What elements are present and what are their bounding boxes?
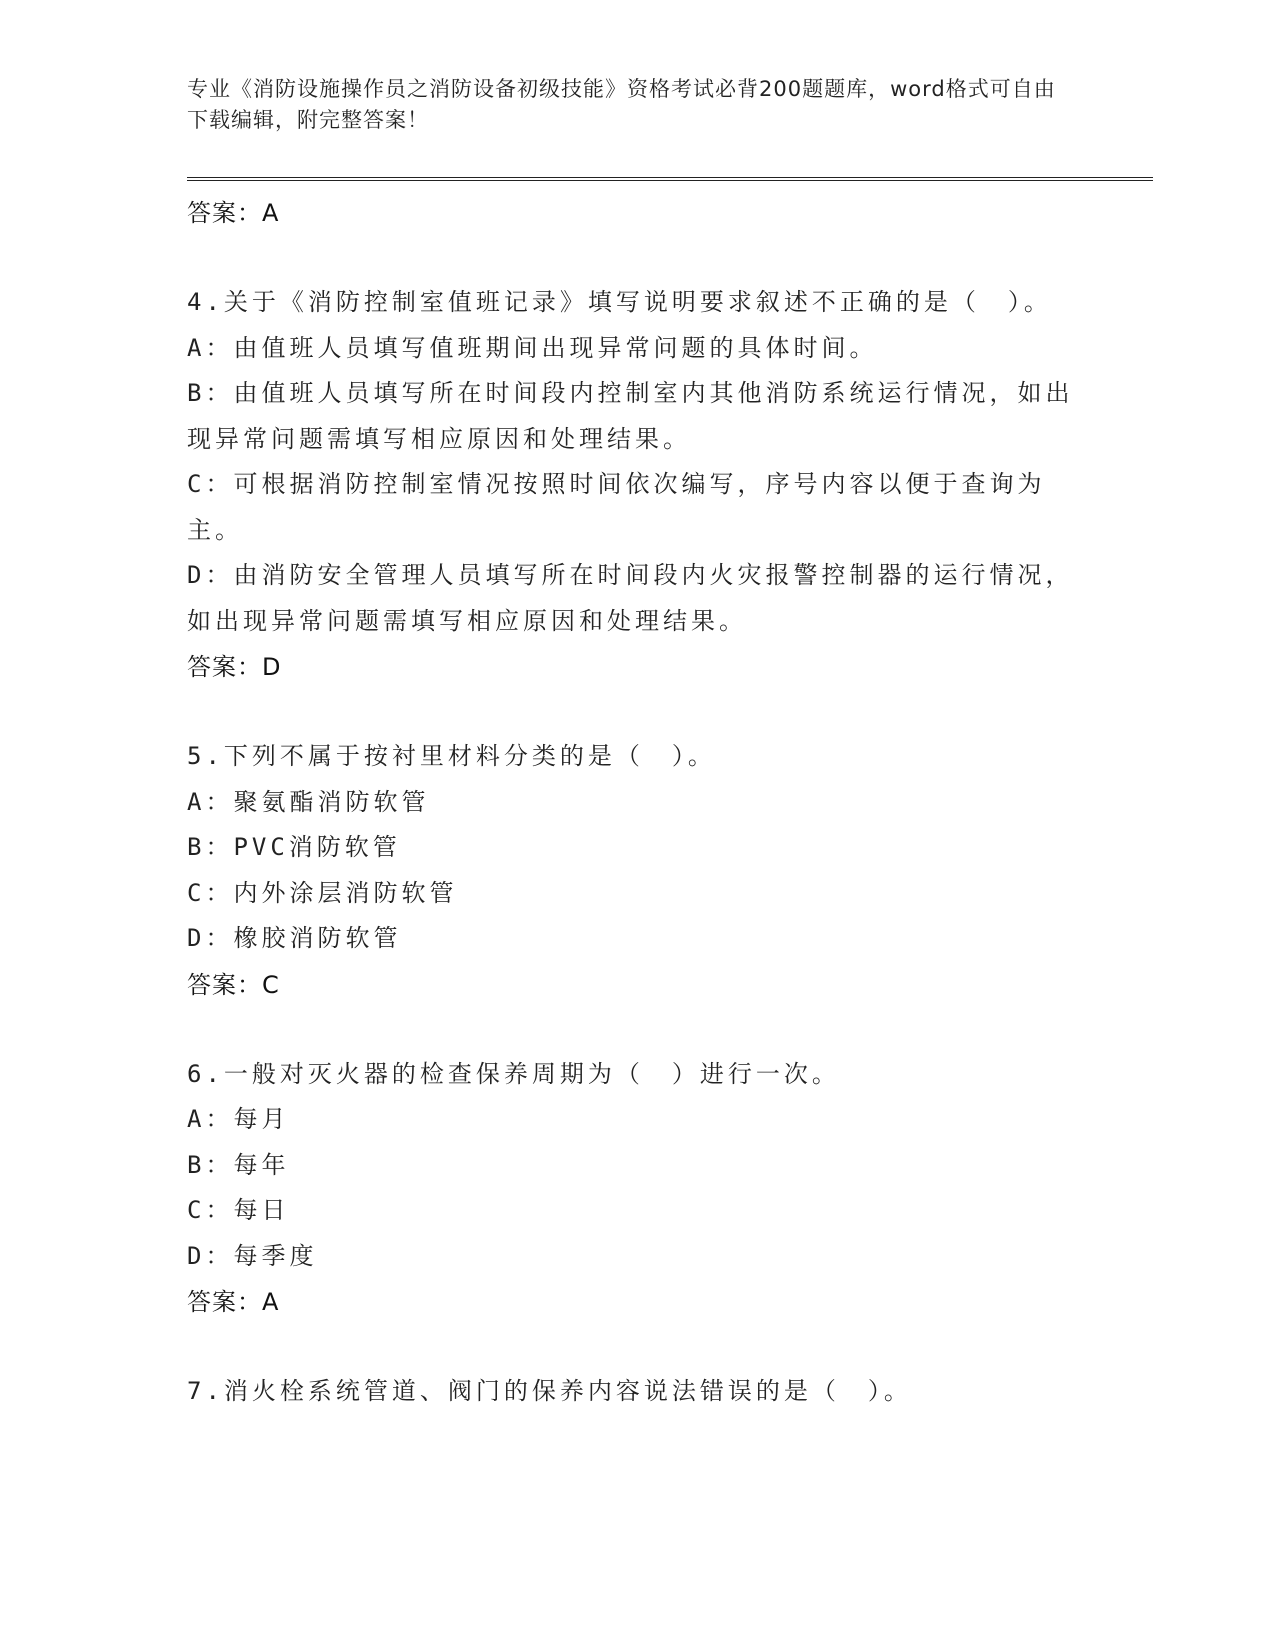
option-d: D：橡胶消防软管 <box>187 924 402 952</box>
question-stem: 6.一般对灭火器的检查保养周期为（ ）进行一次。 <box>187 1059 840 1088</box>
document-body <box>187 190 1087 1415</box>
option-b: B：PVC消防软管 <box>187 833 401 861</box>
option-c: C：可根据消防控制室情况按照时间依次编写，序号内容以便于查询为主。 <box>187 470 1046 544</box>
answer-line: 答案：A <box>187 1288 280 1316</box>
option-c: C：每日 <box>187 1196 290 1224</box>
question-stem: 4.关于《消防控制室值班记录》填写说明要求叙述不正确的是（ ）。 <box>187 288 1052 316</box>
option-a: A：聚氨酯消防软管 <box>187 787 430 816</box>
question-stem: 5.下列不属于按衬里材料分类的是（ ）。 <box>187 742 716 770</box>
option-d: D：每季度 <box>187 1241 318 1270</box>
option-b: B：每年 <box>187 1150 290 1179</box>
answer-line: 答案：C <box>187 970 280 999</box>
page-header: 专业《消防设施操作员之消防设备初级技能》资格考试必背200题题库，word格式可自由下载编辑，附完整答案！ <box>187 77 1056 132</box>
option-d: D：由消防安全管理人员填写所在时间段内火灾报警控制器的运行情况，如出现异常问题需填写相应原因和处理结果。 <box>187 561 1074 635</box>
answer-line: 答案：D <box>187 653 282 681</box>
option-c: C：内外涂层消防软管 <box>187 878 458 907</box>
option-a: A：每月 <box>187 1105 290 1133</box>
question-block <box>187 1052 1087 1326</box>
option-b: B：由值班人员填写所在时间段内控制室内其他消防系统运行情况，如出现异常问题需填写相应原因和处理结果。 <box>187 379 1074 453</box>
question-block <box>187 734 1087 1008</box>
option-a: A：由值班人员填写值班期间出现异常问题的具体时间。 <box>187 333 878 362</box>
question-block <box>187 1369 1087 1415</box>
question-block <box>187 280 1087 690</box>
question-stem: 7.消火栓系统管道、阀门的保养内容说法错误的是（ ）。 <box>187 1377 912 1405</box>
header-divider <box>187 177 1153 181</box>
answer-line: 答案：A <box>187 199 280 227</box>
